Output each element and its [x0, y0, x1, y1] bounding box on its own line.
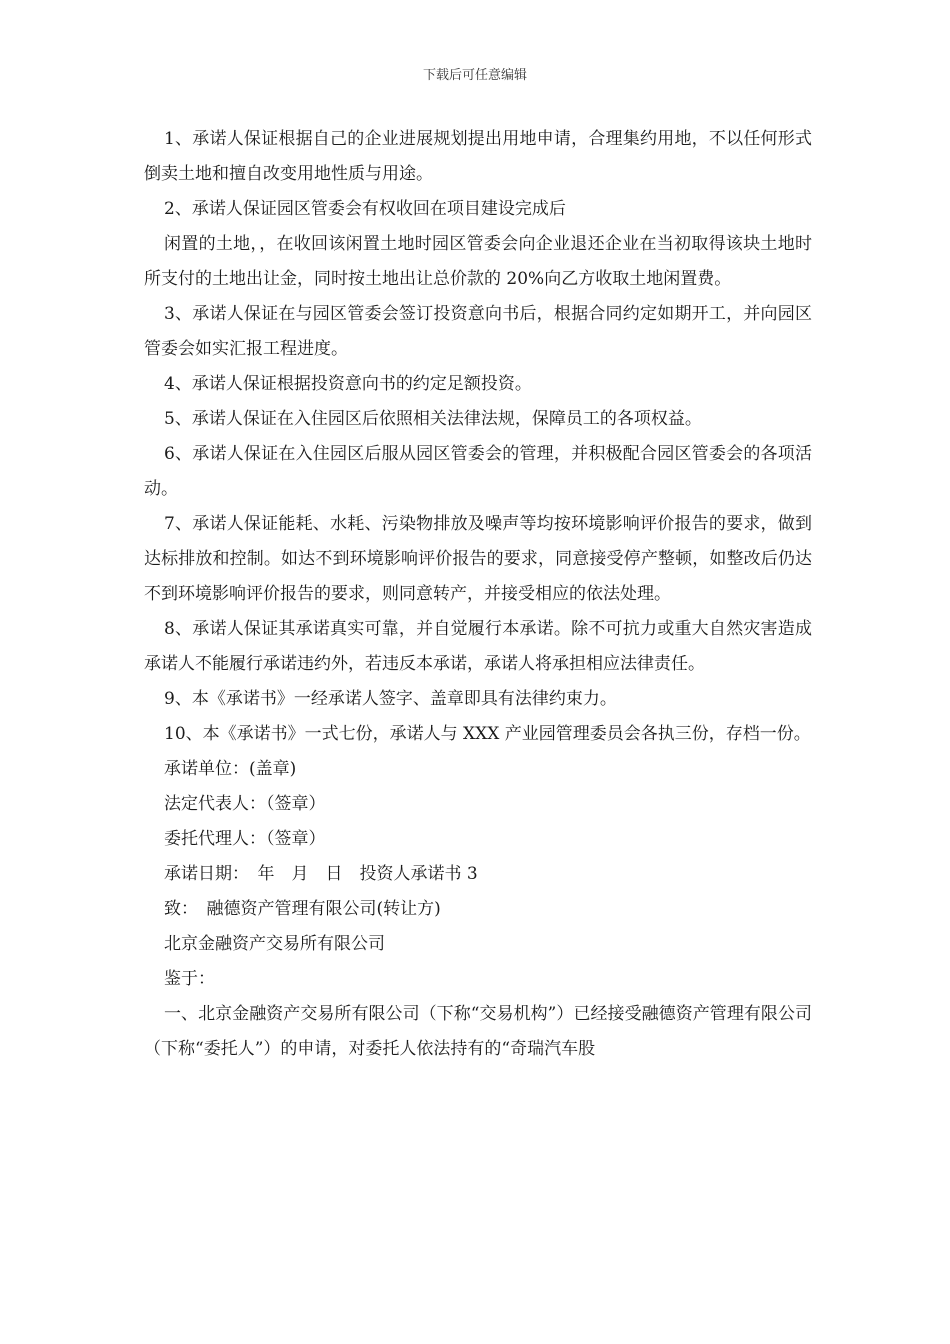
paragraph: 承诺日期： 年 月 日 投资人承诺书 3 [164, 864, 478, 884]
paragraph: 10、本《承诺书》一式七份，承诺人与 XXX 产业园管理委员会各执三份，存档一份。 [164, 724, 811, 744]
paragraph: 闲置的土地，，在收回该闲置土地时园区管委会向企业退还企业在当初取得该块土地时所支付的土地出让金，同时按土地出让总价款的 20%向乙方收取土地闲置费。 [144, 234, 812, 289]
paragraph: 委托代理人：（签章） [164, 829, 326, 849]
page-header: 下载后可任意编辑 [422, 68, 527, 83]
paragraph: 鉴于： [164, 969, 215, 989]
paragraph: 法定代表人：（签章） [164, 794, 326, 814]
paragraph: 1、承诺人保证根据自己的企业进展规划提出用地申请，合理集约用地，不以任何形式倒卖土地和擅自改变用地性质与用途。 [144, 129, 812, 184]
paragraph: 5、承诺人保证在入住园区后依照相关法律法规，保障员工的各项权益。 [164, 409, 702, 429]
paragraph: 2、承诺人保证园区管委会有权收回在项目建设完成后 [164, 199, 566, 219]
document-body [144, 122, 812, 1067]
paragraph: 一、北京金融资产交易所有限公司（下称“交易机构”）已经接受融德资产管理有限公司（下称“委托人”）的申请，对委托人依法持有的“奇瑞汽车股 [144, 1004, 812, 1059]
paragraph: 承诺单位：(盖章) [164, 759, 297, 779]
paragraph: 7、承诺人保证能耗、水耗、污染物排放及噪声等均按环境影响评价报告的要求，做到达标排放和控制。如达不到环境影响评价报告的要求，同意接受停产整顿，如整改后仍达不到环境影响评价报告的要求，则同意转产，并接受相应的依法处理。 [144, 514, 812, 604]
paragraph: 致： 融德资产管理有限公司(转让方) [164, 899, 441, 919]
paragraph: 4、承诺人保证根据投资意向书的约定足额投资。 [164, 374, 532, 394]
paragraph: 3、承诺人保证在与园区管委会签订投资意向书后，根据合同约定如期开工，并向园区管委会如实汇报工程进度。 [144, 304, 812, 359]
paragraph: 6、承诺人保证在入住园区后服从园区管委会的管理，并积极配合园区管委会的各项活动。 [144, 444, 812, 499]
paragraph: 8、承诺人保证其承诺真实可靠，并自觉履行本承诺。除不可抗力或重大自然灾害造成承诺人不能履行承诺违约外，若违反本承诺，承诺人将承担相应法律责任。 [144, 619, 812, 674]
paragraph: 北京金融资产交易所有限公司 [164, 934, 385, 954]
paragraph: 9、本《承诺书》一经承诺人签字、盖章即具有法律约束力。 [164, 689, 617, 709]
